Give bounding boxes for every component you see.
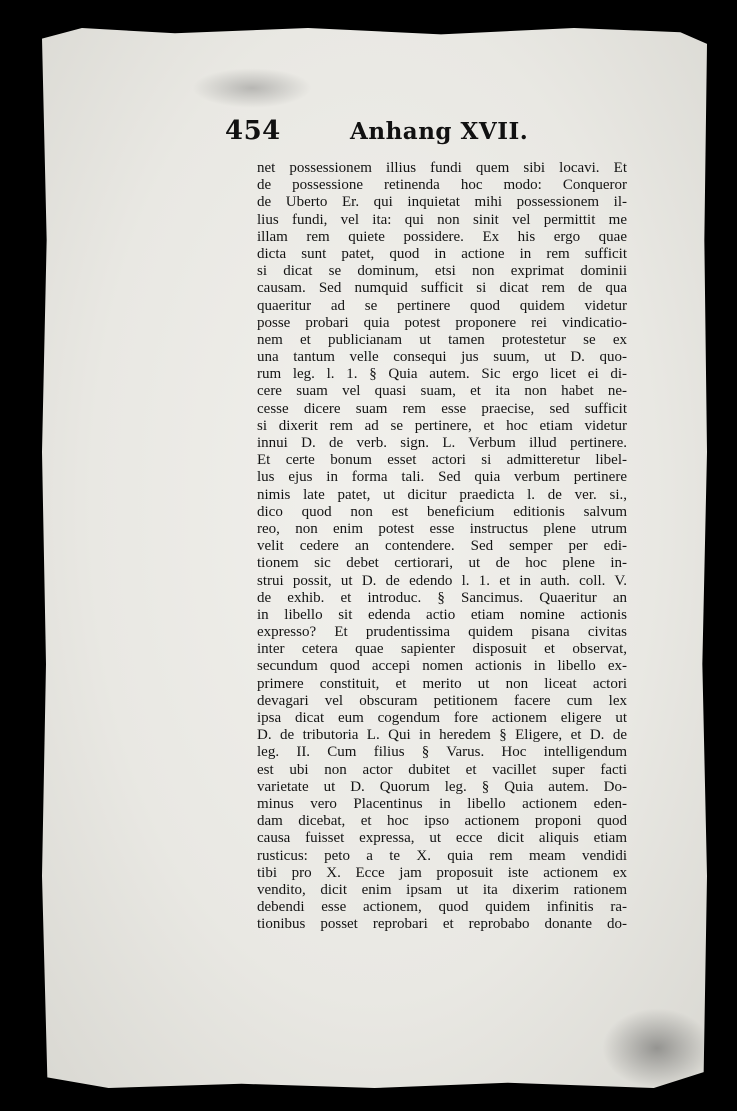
paper-stain	[602, 1008, 712, 1088]
text-line: in libello sit edenda actio etiam nomine actionis	[257, 606, 627, 623]
text-line: D. de tributoria L. Qui in heredem § Eligere, et D. de	[257, 727, 627, 744]
text-line: inter cetera quae sapienter disposuit et observat,	[257, 641, 627, 658]
text-line: strui possit, ut D. de edendo l. 1. et in auth. coll. V.	[257, 572, 627, 589]
text-line: expresso? Et prudentissima quidem pisana civitas	[257, 624, 627, 641]
text-line: reo, non enim potest esse instructus plene utrum	[257, 520, 627, 537]
text-line: de Uberto Er. qui inquietat mihi possessionem il-	[257, 194, 627, 211]
text-line: una tantum velle consequi jus suum, ut D. quo-	[257, 349, 627, 366]
text-line: causa fuisset expressa, ut ecce dicit aliquis etiam	[257, 830, 627, 847]
running-head: Anhang XVII.	[350, 118, 529, 145]
text-line: net possessionem illius fundi quem sibi locavi. Et	[257, 160, 627, 176]
text-line: de exhib. et introduc. § Sancimus. Quaeritur an	[257, 589, 627, 606]
text-line: si dixerit rem ad se pertinere, et hoc etiam videtur	[257, 417, 627, 434]
text-line: Et certe bonum esset actori si admitteretur libel-	[257, 452, 627, 469]
text-line: nem et publicianam ut tamen protestetur se ex	[257, 331, 627, 348]
text-line: dam dicebat, et hoc ipso actionem proponi quod	[257, 813, 627, 830]
text-line: posse probari quia potest proponere rei vindicatio-	[257, 314, 627, 331]
page-number: 454	[225, 116, 281, 146]
text-line: lius fundi, vel ita: qui non sinit vel permittit me	[257, 211, 627, 228]
text-line: vendito, dicit enim ipsam ut ita dixerim rationem	[257, 881, 627, 898]
text-line: cere suam vel quasi suam, et ita non habet ne-	[257, 383, 627, 400]
text-line: dicta sunt patet, quod in actione in rem sufficit	[257, 245, 627, 262]
text-line: tionem sic debet certiorari, ut de hoc plene in-	[257, 555, 627, 572]
text-line: est ubi non actor dubitet et vacillet super facti	[257, 761, 627, 778]
text-line: illam rem quiete possidere. Ex his ergo quae	[257, 228, 627, 245]
text-line: innui D. de verb. sign. L. Verbum illud pertinere.	[257, 435, 627, 451]
body-text	[257, 160, 627, 933]
text-line: quaeritur ad se pertinere quod quidem videtur	[257, 297, 627, 314]
text-line: minus vero Placentinus in libello actionem eden-	[257, 795, 627, 812]
text-line: leg. II. Cum filius § Varus. Hoc intelligendum	[257, 744, 627, 761]
text-line: varietate ut D. Quorum leg. § Quia autem. Do-	[257, 778, 627, 795]
text-line: primere constituit, et merito ut non liceat actori	[257, 675, 627, 692]
text-line: nimis late patet, ut dicitur praedicta l. de ver. si.,	[257, 486, 627, 503]
text-line: cesse dicere suam rem esse praecise, sed sufficit	[257, 400, 627, 417]
text-line: devagari vel obscuram petitionem facere cum lex	[257, 692, 627, 709]
text-line: velit cedere an contendere. Sed semper per edi-	[257, 538, 627, 555]
text-line: ipsa dicat eum cogendum fore actionem eligere ut	[257, 710, 627, 726]
text-line: tibi pro X. Ecce jam proposuit iste actionem ex	[257, 864, 627, 881]
page-header	[225, 116, 630, 150]
text-line: dico quod non est beneficium editionis salvum	[257, 503, 627, 520]
text-line: rum leg. l. 1. § Quia autem. Sic ergo licet ei di-	[257, 366, 627, 383]
text-line: si dicat se dominum, etsi non exprimat dominii	[257, 263, 627, 280]
text-line: tionibus posset reprobari et reprobabo donante do-	[257, 916, 627, 933]
text-line: de possessione retinenda hoc modo: Conqueror	[257, 177, 627, 194]
text-line: secundum quod accepi nomen actionis in libello ex-	[257, 658, 627, 675]
text-line: debendi esse actionem, quod quidem infinitis ra-	[257, 899, 627, 916]
text-line: rusticus: peto a te X. quia rem meam vendidi	[257, 847, 627, 864]
text-line: causam. Sed numquid sufficit si dicat rem de qua	[257, 280, 627, 297]
ink-smudge	[192, 68, 312, 108]
text-line: lus ejus in forma tali. Sed quia verbum pertinere	[257, 469, 627, 486]
